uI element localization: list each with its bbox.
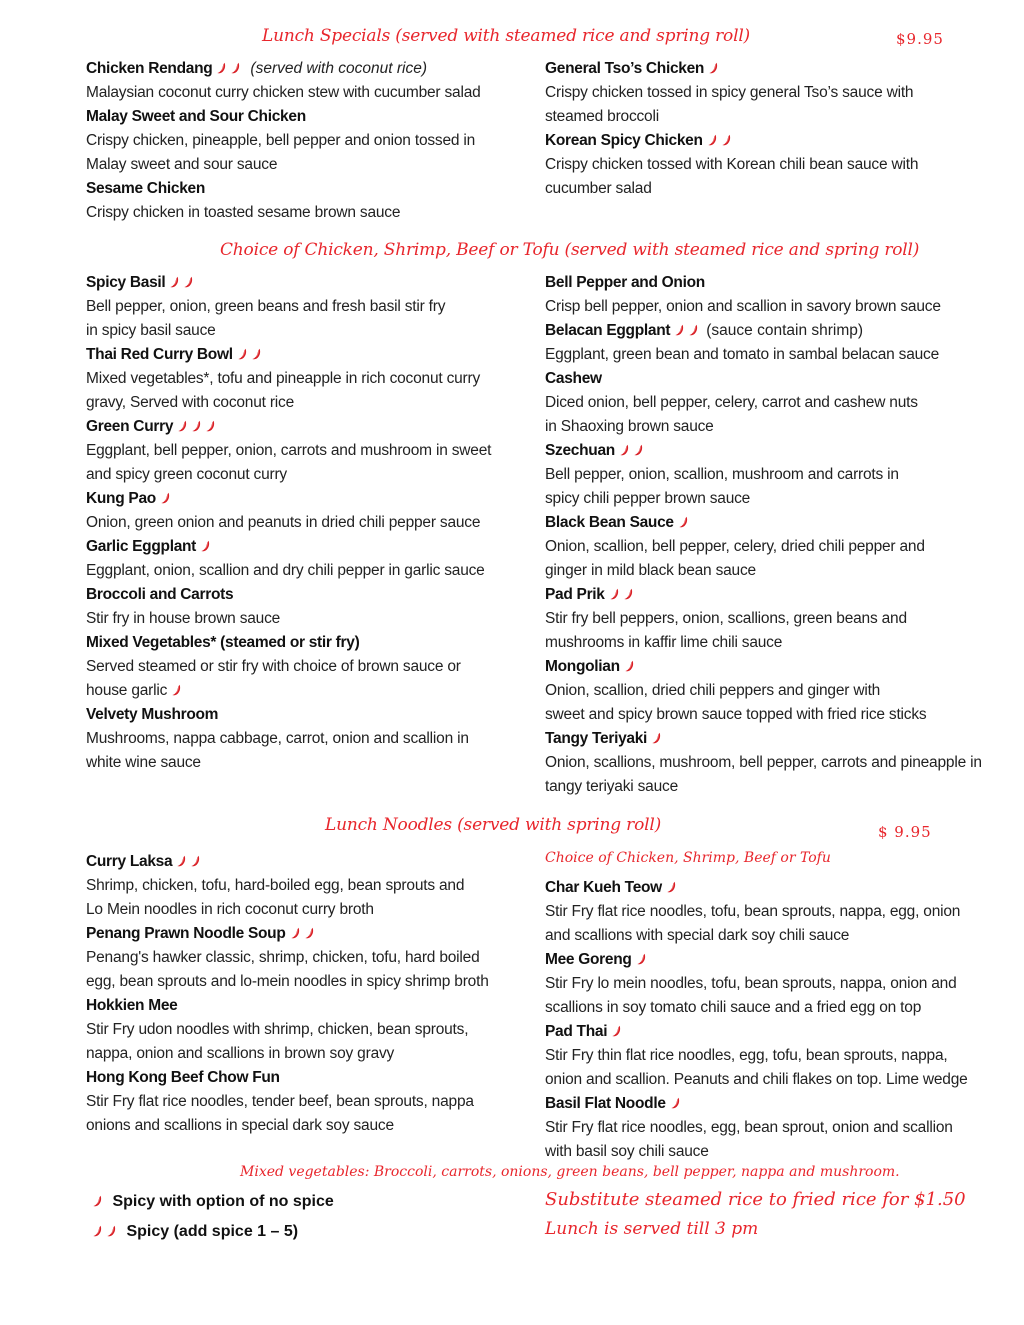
menu-item-description: Mushrooms, nappa cabbage, carrot, onion and scallion in	[86, 730, 469, 747]
menu-item-description: in Shaoxing brown sauce	[545, 418, 714, 435]
chili-pepper-icon	[612, 1025, 621, 1037]
menu-item-name: Black Bean Sauce	[545, 514, 674, 531]
chili-pepper-icon	[291, 927, 300, 939]
menu-item-description: egg, bean sprouts and lo-mein noodles in spicy shrimp broth	[86, 973, 489, 990]
chili-pepper-icon	[252, 348, 261, 360]
menu-item-description: Stir fry bell peppers, onion, scallions, green beans and	[545, 610, 907, 627]
menu-item-description: ginger in mild black bean sauce	[545, 562, 756, 579]
menu-item-name: Szechuan	[545, 442, 615, 459]
menu-item	[86, 487, 526, 535]
menu-item-description: in spicy basil sauce	[86, 322, 216, 339]
chili-pepper-icon	[238, 348, 247, 360]
menu-item-name: Chicken Rendang	[86, 60, 213, 77]
menu-item-description: tangy teriyaki sauce	[545, 778, 678, 795]
menu-item-name: Velvety Mushroom	[86, 706, 219, 723]
menu-item	[545, 655, 985, 727]
menu-item-description: and spicy green coconut curry	[86, 466, 287, 483]
menu-item-description: Eggplant, green bean and tomato in sambal belacan sauce	[545, 346, 940, 363]
noodles-section-price: $ 9.95	[878, 823, 932, 841]
menu-item-description: Diced onion, bell pepper, celery, carrot and cashew nuts	[545, 394, 918, 411]
menu-item-name: Basil Flat Noodle	[545, 1095, 666, 1112]
chili-pepper-icon	[93, 1195, 102, 1207]
menu-item-description: Bell pepper, onion, green beans and fresh basil stir fry	[86, 298, 446, 315]
menu-item	[86, 994, 526, 1066]
menu-item-note: (sauce contain shrimp)	[706, 322, 864, 339]
menu-item-description: Malay sweet and sour sauce	[86, 156, 278, 173]
menu-item-name: Hokkien Mee	[86, 997, 178, 1014]
menu-item-description: Crispy chicken, pineapple, bell pepper and onion tossed in	[86, 132, 476, 149]
menu-item-description: scallions in soy tomato chili sauce and a fried egg on top	[545, 999, 922, 1016]
menu-item-description: Eggplant, bell pepper, onion, carrots and mushroom in sweet	[86, 442, 492, 459]
menu-item	[545, 511, 985, 583]
menu-item-description: Penang's hawker classic, shrimp, chicken, tofu, hard boiled	[86, 949, 480, 966]
menu-item-name: Mee Goreng	[545, 951, 632, 968]
choice-section-title: Choice of Chicken, Shrimp, Beef or Tofu (served with steamed rice and spring roll)	[220, 240, 920, 260]
menu-item-name: Curry Laksa	[86, 853, 173, 870]
chili-icon-group	[88, 1193, 102, 1210]
chili-pepper-icon	[675, 324, 684, 336]
menu-item	[545, 129, 965, 201]
chili-pepper-icon	[620, 444, 629, 456]
chili-pepper-icon	[231, 62, 240, 74]
chili-pepper-icon	[192, 420, 201, 432]
chili-pepper-icon	[625, 660, 634, 672]
chili-pepper-icon	[671, 1097, 680, 1109]
menu-item-name: Green Curry	[86, 418, 174, 435]
menu-item-description: with basil soy chili sauce	[545, 1143, 709, 1160]
menu-item-description: Stir Fry flat rice noodles, tofu, bean sprouts, nappa, egg, onion	[545, 903, 961, 920]
menu-item-description: sweet and spicy brown sauce topped with fried rice sticks	[545, 706, 927, 723]
menu-item	[86, 177, 526, 225]
menu-item-description: Shrimp, chicken, tofu, hard-boiled egg, bean sprouts and	[86, 877, 465, 894]
menu-item	[86, 850, 526, 922]
menu-item-name: Malay Sweet and Sour Chicken	[86, 108, 306, 125]
menu-item	[545, 367, 985, 439]
lunch-specials-left-column	[86, 57, 526, 225]
chili-pepper-icon	[667, 881, 676, 893]
menu-item-name: Thai Red Curry Bowl	[86, 346, 233, 363]
choice-left-column	[86, 271, 526, 775]
menu-item	[86, 57, 526, 105]
menu-item-description: Crispy chicken in toasted sesame brown sauce	[86, 204, 401, 221]
menu-item-description: Served steamed or stir fry with choice of brown sauce or	[86, 658, 461, 675]
menu-item	[86, 583, 526, 631]
substitute-rice-note: Substitute steamed rice to fried rice for $1.50	[545, 1189, 966, 1210]
legend-hot-label: Spicy (add spice 1 – 5)	[126, 1223, 299, 1240]
chili-pepper-icon	[93, 1225, 102, 1237]
menu-item-description: mushrooms in kaffir lime chili sauce	[545, 634, 783, 651]
chili-pepper-icon	[161, 492, 170, 504]
menu-item-description: Stir Fry udon noodles with shrimp, chicken, bean sprouts,	[86, 1021, 469, 1038]
menu-item	[545, 948, 985, 1020]
menu-item-name: General Tso’s Chicken	[545, 60, 705, 77]
menu-item-description: Lo Mein noodles in rich coconut curry broth	[86, 901, 374, 918]
menu-item-name: Tangy Teriyaki	[545, 730, 648, 747]
chili-pepper-icon	[679, 516, 688, 528]
noodles-section-title: Lunch Noodles (served with spring roll)	[325, 815, 662, 835]
menu-item-description: Stir fry in house brown sauce	[86, 610, 281, 627]
chili-pepper-icon	[178, 420, 187, 432]
menu-item-description: Bell pepper, onion, scallion, mushroom and carrots in	[545, 466, 899, 483]
menu-item-description: Onion, scallion, bell pepper, celery, dried chili pepper and	[545, 538, 925, 555]
lunch-specials-right-column	[545, 57, 965, 201]
menu-item	[86, 271, 526, 343]
menu-item-name: Mongolian	[545, 658, 620, 675]
menu-item-name: Kung Pao	[86, 490, 156, 507]
menu-item-name: Garlic Eggplant	[86, 538, 197, 555]
menu-item-description: onions and scallions in special dark soy sauce	[86, 1117, 394, 1134]
menu-item-name: Bell Pepper and Onion	[545, 274, 705, 291]
lunch-hours-note: Lunch is served till 3 pm	[545, 1219, 759, 1239]
chili-pepper-icon	[184, 276, 193, 288]
noodles-section-subtitle: Choice of Chicken, Shrimp, Beef or Tofu	[545, 850, 831, 866]
menu-item-description: white wine sauce	[86, 754, 201, 771]
menu-item-name: Penang Prawn Noodle Soup	[86, 925, 286, 942]
menu-item	[545, 583, 985, 655]
menu-item-description: nappa, onion and scallions in brown soy gravy	[86, 1045, 395, 1062]
chili-pepper-icon	[634, 444, 643, 456]
menu-item-description: Crisp bell pepper, onion and scallion in savory brown sauce	[545, 298, 941, 315]
menu-item-name: Char Kueh Teow	[545, 879, 662, 896]
menu-item-description: Crispy chicken tossed with Korean chili bean sauce with	[545, 156, 919, 173]
menu-item	[86, 535, 526, 583]
legend-hot-spicy	[88, 1217, 298, 1247]
legend-mild-spicy	[88, 1187, 334, 1217]
menu-item-name: Pad Prik	[545, 586, 605, 603]
menu-item-name: Sesame Chicken	[86, 180, 206, 197]
lunch-specials-title: Lunch Specials (served with steamed rice and spring roll)	[262, 26, 750, 46]
menu-item-name: Belacan Eggplant	[545, 322, 671, 339]
menu-item	[545, 271, 985, 319]
menu-item-description: onion and scallion. Peanuts and chili flakes on top. Lime wedge	[545, 1071, 968, 1088]
menu-item	[545, 1020, 985, 1092]
menu-item	[86, 343, 526, 415]
menu-item	[86, 1066, 526, 1138]
menu-item-name: Korean Spicy Chicken	[545, 132, 703, 149]
menu-item-description: Onion, scallions, mushroom, bell pepper, carrots and pineapple in	[545, 754, 982, 771]
menu-item-name: Hong Kong Beef Chow Fun	[86, 1069, 280, 1086]
chili-pepper-icon	[172, 684, 181, 696]
chili-pepper-icon	[610, 588, 619, 600]
mixed-vegetables-note: Mixed vegetables: Broccoli, carrots, onions, green beans, bell pepper, nappa and mushroom.	[240, 1164, 900, 1180]
menu-item	[86, 415, 526, 487]
chili-pepper-icon	[708, 134, 717, 146]
menu-item-name: Spicy Basil	[86, 274, 166, 291]
menu-item	[86, 922, 526, 994]
menu-item	[545, 727, 985, 799]
menu-item-description: Onion, green onion and peanuts in dried chili pepper sauce	[86, 514, 481, 531]
menu-item-description: Malaysian coconut curry chicken stew with cucumber salad	[86, 84, 481, 101]
menu-item-name: Cashew	[545, 370, 602, 387]
menu-item-description: Eggplant, onion, scallion and dry chili pepper in garlic sauce	[86, 562, 485, 579]
menu-item-description: gravy, Served with coconut rice	[86, 394, 295, 411]
menu-item-description: steamed broccoli	[545, 108, 659, 125]
chili-pepper-icon	[689, 324, 698, 336]
menu-item-description: Stir Fry flat rice noodles, tender beef, bean sprouts, nappa	[86, 1093, 474, 1110]
chili-pepper-icon	[201, 540, 210, 552]
menu-item	[545, 439, 985, 511]
menu-item	[545, 57, 965, 129]
lunch-specials-price: $9.95	[896, 30, 944, 48]
chili-pepper-icon	[191, 855, 200, 867]
chili-pepper-icon	[206, 420, 215, 432]
chili-pepper-icon	[177, 855, 186, 867]
chili-pepper-icon	[305, 927, 314, 939]
chili-pepper-icon	[709, 62, 718, 74]
chili-pepper-icon	[217, 62, 226, 74]
menu-item-description: and scallions with special dark soy chili sauce	[545, 927, 850, 944]
chili-pepper-icon	[722, 134, 731, 146]
menu-item-description: Crispy chicken tossed in spicy general Tso’s sauce with	[545, 84, 914, 101]
chili-icon-group	[88, 1223, 116, 1240]
chili-pepper-icon	[624, 588, 633, 600]
menu-item	[545, 319, 985, 367]
chili-pepper-icon	[652, 732, 661, 744]
menu-item-description: Onion, scallion, dried chili peppers and ginger with	[545, 682, 881, 699]
noodles-left-column	[86, 850, 526, 1138]
menu-item-description: spicy chili pepper brown sauce	[545, 490, 751, 507]
menu-item-name: Pad Thai	[545, 1023, 608, 1040]
menu-item-description: house garlic	[86, 682, 168, 699]
menu-item-name: Mixed Vegetables* (steamed or stir fry)	[86, 634, 360, 651]
menu-item	[86, 105, 526, 177]
menu-item	[545, 1092, 985, 1164]
chili-pepper-icon	[170, 276, 179, 288]
menu-item-note: (served with coconut rice)	[250, 60, 428, 77]
menu-item-description: Stir Fry lo mein noodles, tofu, bean sprouts, nappa, onion and	[545, 975, 957, 992]
menu-item	[86, 631, 526, 703]
menu-item	[545, 876, 985, 948]
menu-item-description: cucumber salad	[545, 180, 652, 197]
chili-pepper-icon	[637, 953, 646, 965]
menu-item-name: Broccoli and Carrots	[86, 586, 234, 603]
menu-item	[86, 703, 526, 775]
menu-item-description: Stir Fry flat rice noodles, egg, bean sprout, onion and scallion	[545, 1119, 953, 1136]
chili-pepper-icon	[107, 1225, 116, 1237]
menu-item-description: Mixed vegetables*, tofu and pineapple in rich coconut curry	[86, 370, 481, 387]
menu-item-description: Stir Fry thin flat rice noodles, egg, tofu, bean sprouts, nappa,	[545, 1047, 948, 1064]
noodles-right-column	[545, 876, 985, 1164]
choice-right-column	[545, 271, 985, 799]
legend-mild-label: Spicy with option of no spice	[112, 1193, 334, 1210]
